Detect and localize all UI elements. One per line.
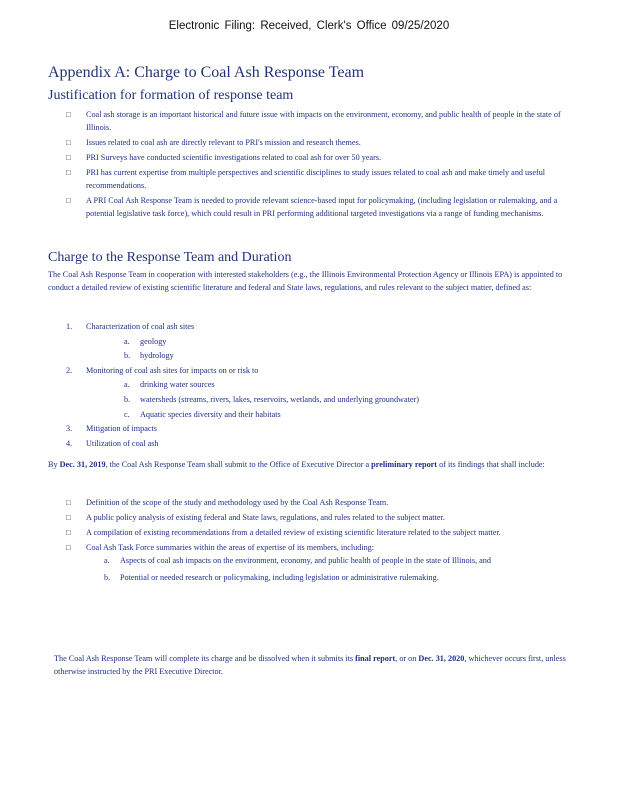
final-date: Dec. 31, 2020 (418, 654, 465, 663)
list-item: □ Coal ash storage is an important historical and future issue with impacts on the environment, economy, and public health of people in the state of Illinois. (66, 110, 561, 132)
checkbox-bullet-icon: □ (66, 498, 71, 507)
preliminary-report-label: preliminary report (371, 460, 438, 469)
final-report-label: final report (355, 654, 396, 663)
checkbox-bullet-icon: □ (66, 543, 71, 552)
sub-item: c. Aquatic species diversity and their habitats (124, 409, 281, 419)
justification-heading: Justification for formation of response team (48, 88, 294, 103)
list-item: □ PRI has current expertise from multiple perspectives and scientific disciplines to study issues related to coal ash and make timely and useful recommendations. (66, 168, 546, 190)
checkbox-bullet-icon: □ (66, 153, 71, 162)
sub-item: b. watersheds (streams, rivers, lakes, reservoirs, wetlands, and underlying groundwater) (124, 394, 419, 404)
final-paragraph: The Coal Ash Response Team will complete its charge and be dissolved when it submits its final report, or on Dec. 31, 2020, whichever occurs first, unless otherwise instructed by the PRI Executive Director. (54, 654, 566, 676)
report-list (66, 496, 566, 587)
charge-intro: The Coal Ash Response Team in cooperation with interested stakeholders (e.g., the Illinois Environmental Protection Agency or Illinois EPA) is appointed to conduct a detailed review of existing scientific literature and federal and State laws, regulations, and rules relevant to the subject matter, defined as: (48, 270, 563, 292)
list-item: 4. Utilization of coal ash (66, 438, 159, 448)
sub-item: a. geology (124, 336, 167, 346)
list-item: □ A compilation of existing recommendations from a detailed review of existing scientific literature related to the subject matter. (66, 528, 501, 537)
list-item: □ A PRI Coal Ash Response Team is needed to provide relevant science-based input for policymaking, (including legislation or rulemaking, and a potential legislative task force), which could result in PRI performing additional targeted investigations via a range of funding mechanisms. (66, 196, 558, 218)
filing-header: Electronic Filing: Received, Clerk's Office 09/25/2020 (168, 20, 450, 32)
list-item: 1. Characterization of coal ash sites a. geology b. hydrology (66, 320, 566, 364)
checkbox-bullet-icon: □ (66, 513, 71, 522)
checkbox-bullet-icon: □ (66, 168, 71, 177)
list-item: 3. Mitigation of impacts (66, 424, 157, 434)
sub-item: a. Aspects of coal ash impacts on the environment, economy, and public health of people in the state of Illinois, and (104, 556, 491, 565)
list-item: 2. Monitoring of coal ash sites for impacts on or risk to a. drinking water sources b. watersheds (streams, rivers, lakes, reservoirs, wetlands, and underlying groundwater) c. Aquatic species diversity and their habitats (66, 364, 566, 422)
list-item: □ A public policy analysis of existing federal and State laws, regulations, and rules related to the subject matter. (66, 513, 445, 522)
checkbox-bullet-icon: □ (66, 528, 71, 537)
report-paragraph: By Dec. 31, 2019, the Coal Ash Response Team shall submit to the Office of Executive Director a preliminary report of its findings that shall include: (48, 460, 545, 469)
sub-item: a. drinking water sources (124, 380, 215, 390)
checkbox-bullet-icon: □ (66, 110, 71, 119)
list-item: □ PRI Surveys have conducted scientific investigations related to coal ash for over 50 years. (66, 153, 382, 162)
page-title: Appendix A: Charge to Coal Ash Response Team (48, 64, 365, 81)
list-item: □ Issues related to coal ash are directly relevant to PRI's mission and research themes. (66, 138, 361, 147)
report-date: Dec. 31, 2019 (59, 460, 106, 469)
list-item: □ Definition of the scope of the study and methodology used by the Coal Ash Response Team. (66, 498, 389, 507)
sub-item: b. hydrology (124, 351, 174, 361)
charge-heading: Charge to the Response Team and Duration (48, 250, 292, 265)
checkbox-bullet-icon: □ (66, 196, 71, 205)
checkbox-bullet-icon: □ (66, 138, 71, 147)
charge-items-list (66, 320, 566, 451)
justification-list (66, 108, 566, 222)
sub-item: b. Potential or needed research or policymaking, including legislation or administrative rulemaking. (104, 572, 439, 582)
list-item: □ Coal Ash Task Force summaries within the areas of expertise of its members, including: a. Aspects of coal ash impacts on the environment, economy, and public health of people in the state of Illinois, and b. Potential or needed research or policymaking, including legislation or administrative rulemaking. (66, 541, 566, 585)
